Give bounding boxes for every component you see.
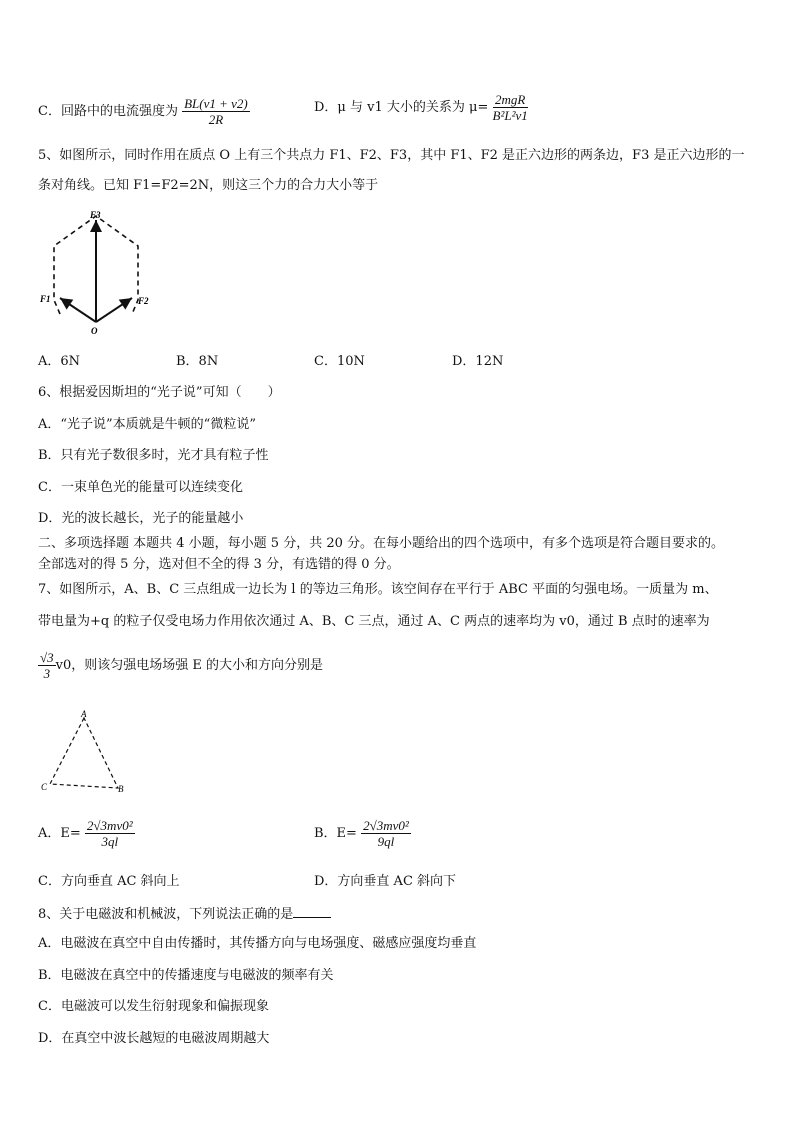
q5-option-c: C．10N xyxy=(314,354,365,369)
label-c: C xyxy=(41,782,48,792)
force-f1-arrow xyxy=(60,298,96,322)
q4-option-d: D．μ 与 v1 大小的关系为 μ= $\frac{\text{2mgR}}{\text{B²L²v1}}$ xyxy=(314,92,528,123)
q5-stem-line2: 条对角线。已知 F1=F2=2N，则这三个力的合力大小等于 xyxy=(38,178,379,193)
q7-option-a-fraction: $\frac{\text{2√3mv0²}}{3ql}$ xyxy=(86,818,133,849)
q8-option-c: C．电磁波可以发生衍射现象和偏振现象 xyxy=(38,999,269,1014)
q7-line2: 带电量为+q 的粒子仅受电场力作用依次通过 A、B、C 三点，通过 A、C 两点的速率均为 v0，通过 B 点时的速率为 xyxy=(38,614,710,629)
label-f2: F2 xyxy=(138,296,149,306)
q5-option-d: D．12N xyxy=(452,354,504,369)
q5-option-b: B．8N xyxy=(176,354,219,369)
q5-option-a: A．6N xyxy=(38,354,81,369)
q8-option-a: A．电磁波在真空中自由传播时，其传播方向与电场强度、磁感应强度均垂直 xyxy=(38,936,477,951)
q7-line1: 7、如图所示，A、B、C 三点组成一边长为 l 的等边三角形。该空间存在平行于 ABC 平面的匀强电场。一质量为 m、 xyxy=(38,582,718,597)
q7-option-b: B．E= $\frac{\text{2√3mv0²}}{9ql}$ xyxy=(314,818,409,849)
q6-stem: 6、根据爱因斯坦的“光子说”可知（ ） xyxy=(38,385,281,400)
q6-option-c: C．一束单色光的能量可以连续变化 xyxy=(38,480,243,495)
label-f3: F3 xyxy=(90,210,101,220)
q6-option-d: D．光的波长越长，光子的能量越小 xyxy=(38,511,244,526)
q7-option-c: C．方向垂直 AC 斜向上 xyxy=(38,874,180,889)
label-o: O xyxy=(91,326,98,336)
section2-line1: 二、多项选择题 本题共 4 小题，每小题 5 分，共 20 分。在每小题给出的四个选项中，有多个选项是符合题目要求的。 xyxy=(38,536,725,551)
section2-line2: 全部选对的得 5 分，选对但不全的得 3 分，有选错的得 0 分。 xyxy=(38,557,400,572)
q7-speed-fraction: $\frac{√3}{3}$ xyxy=(40,650,54,681)
q6-option-a: A．“光子说”本质就是牛顿的“微粒说” xyxy=(38,417,256,432)
label-a: A xyxy=(81,709,87,719)
q7-option-b-fraction: $\frac{\text{2√3mv0²}}{9ql}$ xyxy=(363,818,409,849)
q8-stem: 8、关于电磁波和机械波，下列说法正确的是 xyxy=(38,905,331,923)
q7-triangle-figure xyxy=(36,708,136,798)
force-f2-arrow xyxy=(96,298,132,322)
answer-blank xyxy=(293,905,331,918)
q7-line3: $\frac{√3}{3}$ v0，则该匀强电场场强 E 的大小和方向分别是 xyxy=(40,650,324,681)
q4-option-d-fraction: $\frac{\text{2mgR}}{\text{B²L²v1}}$ xyxy=(492,92,528,123)
q5-stem-line1: 5、如图所示，同时作用在质点 O 上有三个共点力 F1、F2、F3，其中 F1、F2 是正六边形的两条边，F3 是正六边形的一 xyxy=(38,148,745,163)
triangle-dashed-outline xyxy=(50,718,118,788)
q7-option-d: D．方向垂直 AC 斜向下 xyxy=(314,874,457,889)
q8-option-b: B．电磁波在真空中的传播速度与电磁波的频率有关 xyxy=(38,968,334,983)
label-f1: F1 xyxy=(40,294,51,304)
q4-option-c: C．回路中的电流强度为 $\frac{BL(v1 + v2)}{2R}$ xyxy=(38,96,248,127)
q7-option-a: A．E= $\frac{\text{2√3mv0²}}{3ql}$ xyxy=(38,818,133,849)
q5-hexagon-figure xyxy=(36,206,166,338)
q8-option-d: D．在真空中波长越短的电磁波周期越大 xyxy=(38,1031,270,1046)
q6-option-b: B．只有光子数很多时，光才具有粒子性 xyxy=(38,448,269,463)
q4-option-c-fraction: $\frac{BL(v1 + v2)}{2R}$ xyxy=(184,96,248,127)
label-b: B xyxy=(118,784,124,794)
